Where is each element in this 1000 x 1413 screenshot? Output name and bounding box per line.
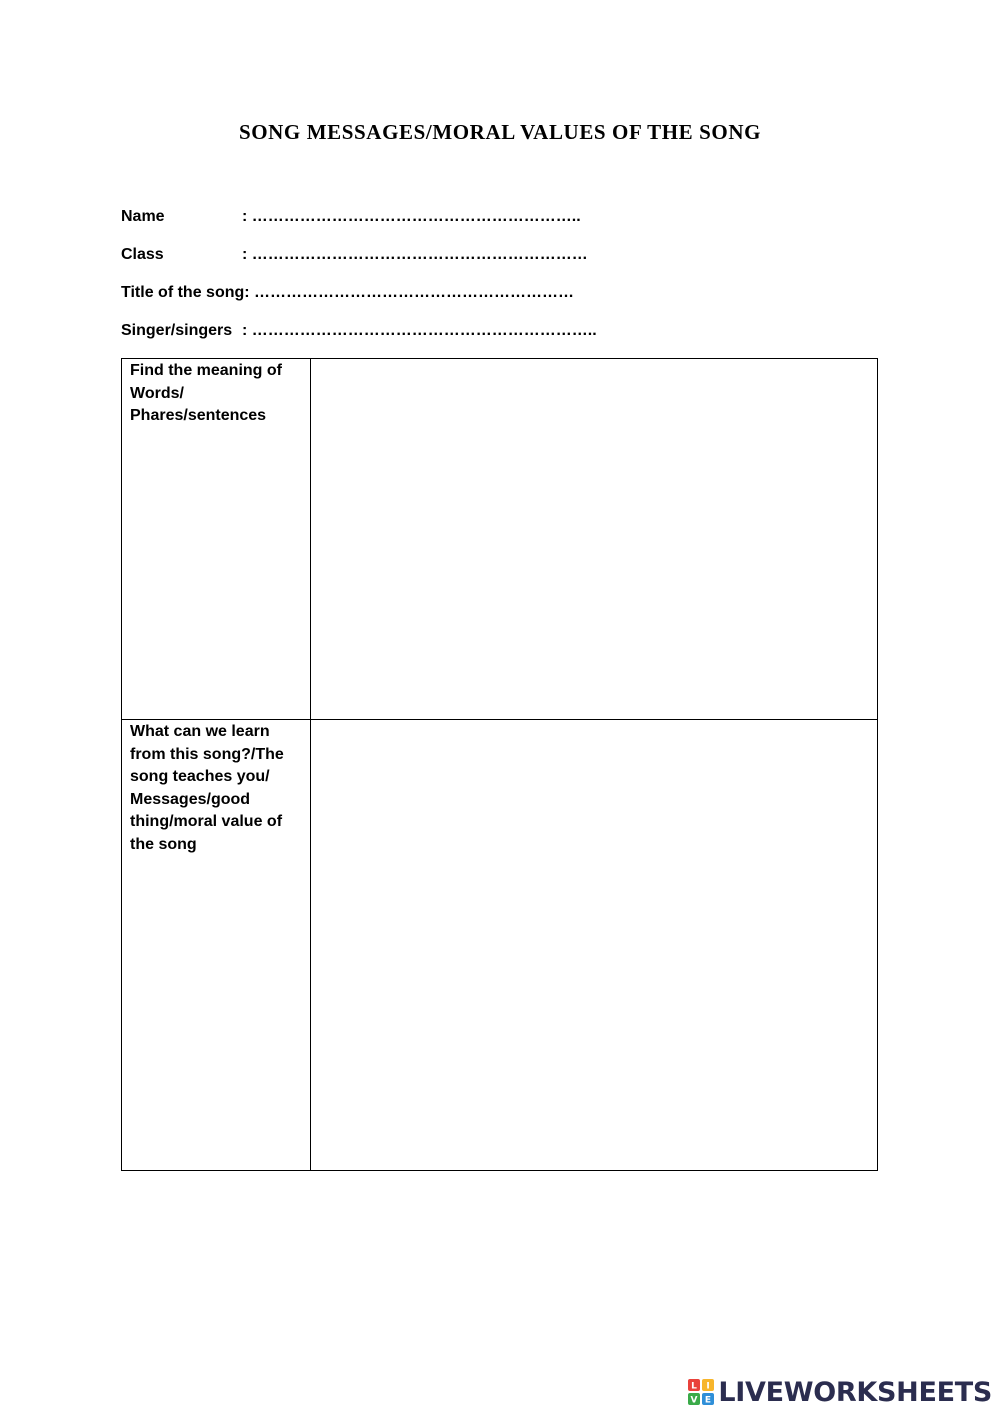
- singer-field: [121, 322, 597, 340]
- worksheet-title: SONG MESSAGES/MORAL VALUES OF THE SONG: [238, 120, 762, 144]
- lesson-prompt-cell: [122, 720, 311, 1171]
- singer-blank: : ………………………………………………………..: [242, 322, 597, 339]
- name-blank: : ……………………………………………………..: [242, 208, 581, 225]
- svg-text:E: E: [705, 1395, 712, 1405]
- liveworksheets-logo: [688, 1374, 992, 1410]
- svg-text:L: L: [691, 1381, 698, 1392]
- lesson-prompt: What can we learn from this song?/The song teaches you/ Messages/good thing/moral value of the song: [130, 723, 284, 853]
- liveworksheets-blocks-icon: [688, 1379, 714, 1405]
- lesson-row: [122, 720, 878, 1171]
- meaning-answer-cell[interactable]: [310, 359, 877, 720]
- worksheet-table: [121, 358, 878, 1171]
- singer-label: Singer/singers: [121, 322, 233, 339]
- name-label: Name: [121, 208, 165, 225]
- liveworksheets-wordmark: LIVEWORKSHEETS: [718, 1376, 992, 1408]
- meaning-prompt-cell: [122, 359, 311, 720]
- svg-text:I: I: [706, 1381, 711, 1392]
- song-title-field: [121, 284, 574, 302]
- name-field: [121, 208, 581, 226]
- meaning-prompt: Find the meaning of Words/ Phares/sentences: [130, 362, 282, 424]
- class-label: Class: [121, 246, 164, 263]
- svg-text:V: V: [690, 1395, 698, 1405]
- meaning-row: [122, 359, 878, 720]
- class-field: [121, 246, 588, 264]
- song-title-label: Title of the song: ……………………………………………………: [121, 284, 575, 301]
- class-blank: : ………………………………………………………: [242, 246, 588, 263]
- lesson-answer-cell[interactable]: [310, 720, 877, 1171]
